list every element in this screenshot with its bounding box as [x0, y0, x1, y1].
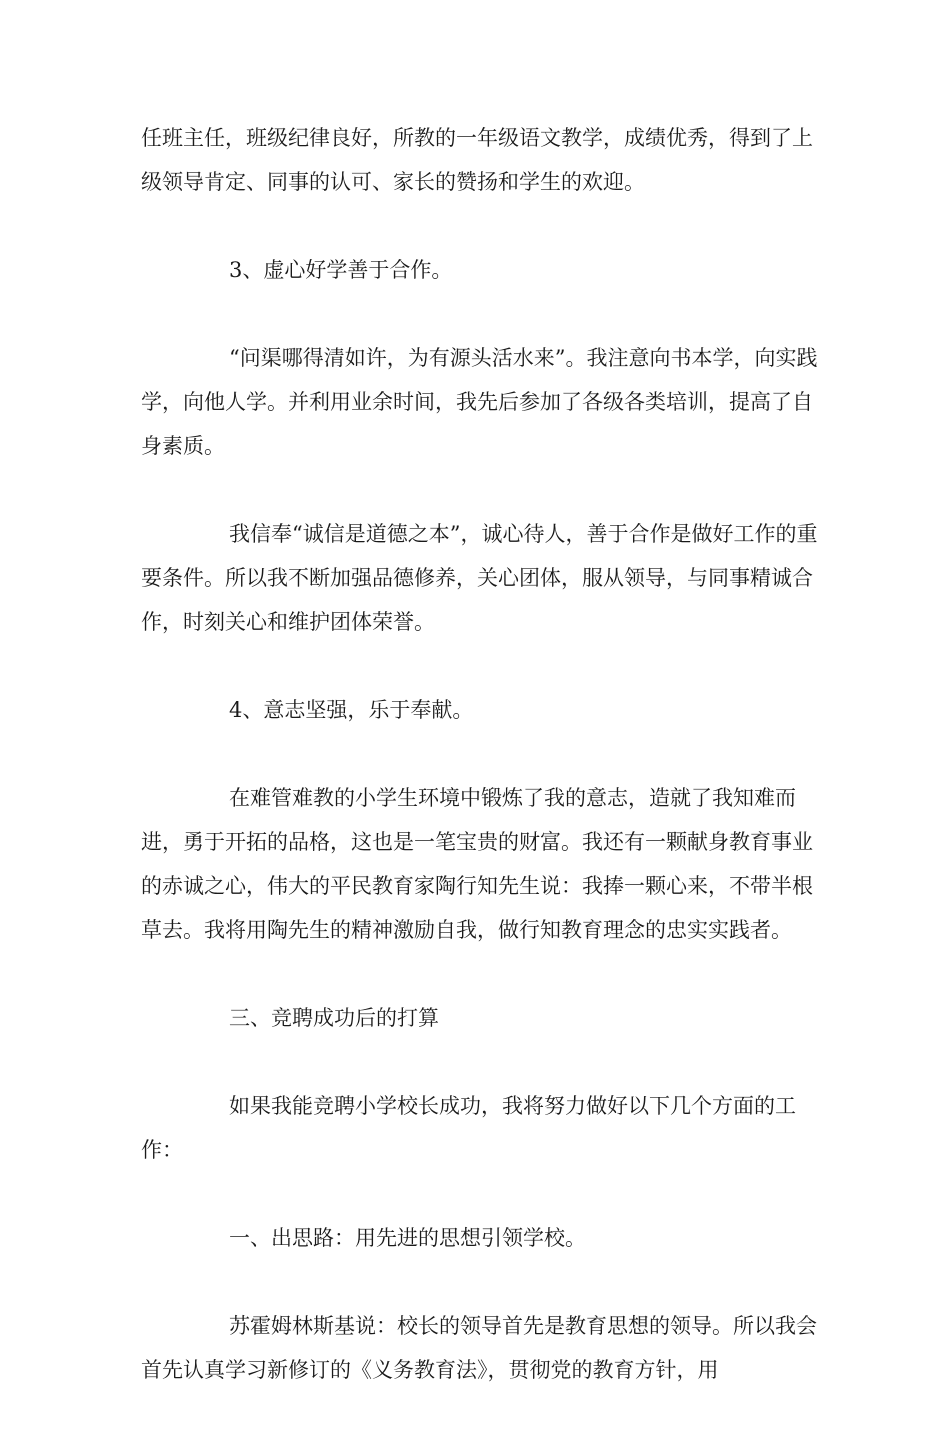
document-body: [141, 116, 821, 1436]
paragraph: 如果我能竞聘小学校长成功，我将努力做好以下几个方面的工作：: [141, 1094, 796, 1162]
sub-heading-1: 一、出思路：用先进的思想引领学校。: [229, 1226, 586, 1250]
chapter-heading-3: 三、竞聘成功后的打算: [229, 1006, 439, 1030]
paragraph: “问渠哪得清如许，为有源头活水来”。我注意向书本学，向实践学，向他人学。并利用业余时间，我先后参加了各级各类培训，提高了自身素质。: [141, 346, 818, 458]
section-heading-3: 3、虚心好学善于合作。: [229, 258, 453, 282]
paragraph: 苏霍姆林斯基说：校长的领导首先是教育思想的领导。所以我会首先认真学习新修订的《义务教育法》，贯彻党的教育方针，用: [141, 1314, 817, 1382]
paragraph: 我信奉“诚信是道德之本”，诚心待人，善于合作是做好工作的重要条件。所以我不断加强品德修养，关心团体，服从领导，与同事精诚合作，时刻关心和维护团体荣誉。: [141, 522, 818, 634]
paragraph: 在难管难教的小学生环境中锻炼了我的意志，造就了我知难而进，勇于开拓的品格，这也是一笔宝贵的财富。我还有一颗献身教育事业的赤诚之心，伟大的平民教育家陶行知先生说：我捧一颗心来，不带半根草去。我将用陶先生的精神激励自我，做行知教育理念的忠实实践者。: [141, 786, 813, 942]
section-heading-4: 4、意志坚强，乐于奉献。: [229, 698, 474, 722]
paragraph-continuation: 任班主任，班级纪律良好，所教的一年级语文教学，成绩优秀，得到了上级领导肯定、同事的认可、家长的赞扬和学生的欢迎。: [141, 126, 813, 194]
